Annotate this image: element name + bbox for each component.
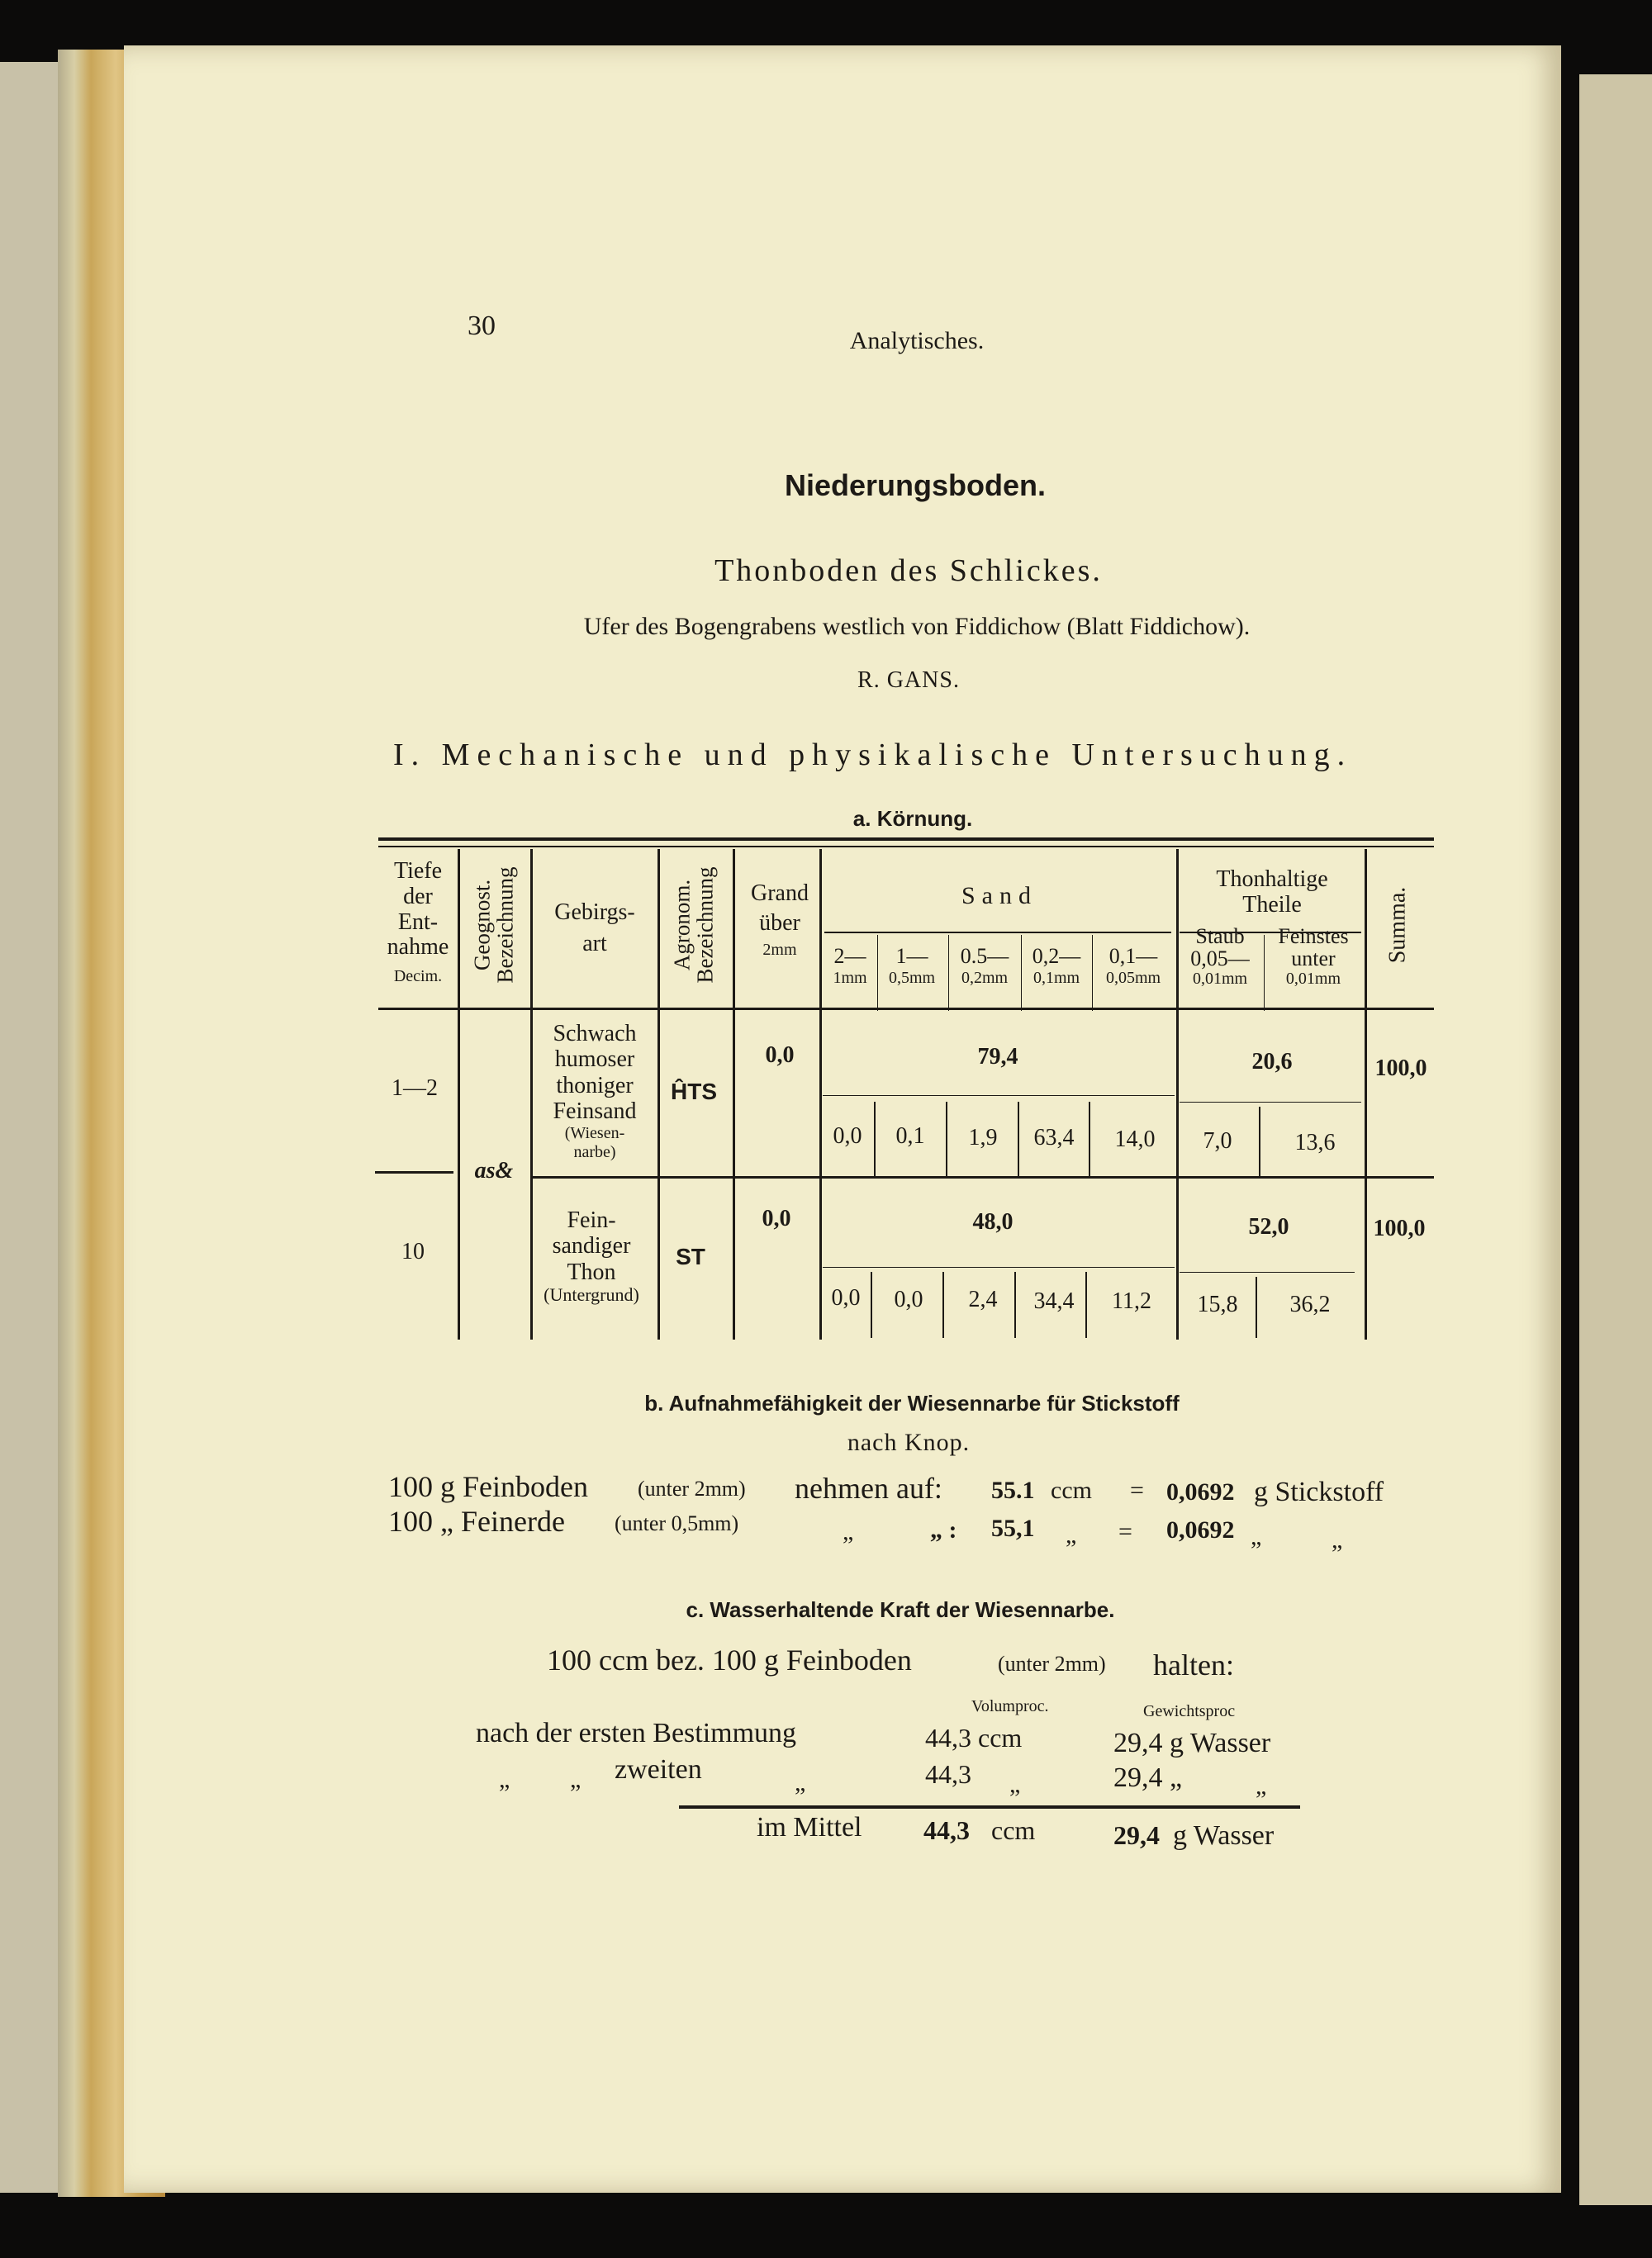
header-agronom: Agronom. Bezeichnung	[669, 866, 718, 984]
row1-sand-5: 14,0	[1114, 1127, 1156, 1152]
row2-feinstes: 36,2	[1289, 1292, 1331, 1317]
row2-cell-line	[1085, 1272, 1087, 1338]
row1-cell-line	[874, 1102, 876, 1176]
row1-cell-line	[1259, 1107, 1260, 1176]
stickstoff-subheading: nach Knop.	[847, 1429, 971, 1456]
row1-sand-3: 1,9	[968, 1125, 998, 1150]
sub-col-line	[1092, 935, 1093, 1011]
header-sand: Sand	[961, 882, 1037, 909]
header-tiefe: Tiefe der Ent- nahme Decim.	[387, 858, 449, 986]
header-gebirgsart: Gebirgs- art	[554, 899, 635, 956]
row1-gebirgsart: Schwach humoser thoniger Feinsand (Wiesen- narbe)	[553, 1021, 637, 1161]
row1-staub: 7,0	[1203, 1128, 1232, 1154]
row2-sand-rule	[823, 1267, 1175, 1268]
col-volumproc: Volumproc.	[971, 1697, 1049, 1715]
row1-thon-rule	[1180, 1102, 1361, 1103]
running-title: Analytisches.	[849, 327, 985, 354]
next-page-edge	[1579, 74, 1652, 2205]
row2-gebirgsart: Fein- sandiger Thon (Untergrund)	[544, 1207, 639, 1306]
page-number: 30	[468, 311, 496, 341]
sand-sub-rule	[824, 932, 1171, 933]
row1-agronom: ĤTS	[671, 1079, 717, 1104]
col-line	[733, 849, 735, 1340]
geognost-value: as&	[474, 1158, 514, 1184]
header-bottom-rule	[378, 1008, 1434, 1010]
row1-sand-total: 79,4	[977, 1044, 1018, 1070]
section-title: Niederungsboden.	[784, 468, 1047, 502]
header-thon: Thonhaltige Theile	[1216, 866, 1328, 918]
row2-summa: 100,0	[1373, 1216, 1426, 1241]
row1-depth: 1—2	[392, 1075, 438, 1101]
stickstoff-heading: b. Aufnahmefähigkeit der Wiesennarbe für Stickstoff	[644, 1391, 1180, 1416]
header-grand: Grand über 2mm	[751, 880, 809, 959]
header-staub: Staub 0,05— 0,01mm	[1190, 924, 1250, 988]
row1-sand-rule	[823, 1095, 1175, 1096]
row2-cell-line	[1256, 1277, 1257, 1338]
author: R. GANS.	[857, 667, 960, 693]
row2-depth: 10	[401, 1239, 425, 1264]
location-line: Ufer des Bogengrabens westlich von Fiddichow (Blatt Fiddichow).	[583, 613, 1251, 640]
header-sand-3: 0.5— 0,2mm	[960, 944, 1009, 987]
col-line	[458, 849, 460, 1340]
row1-summa: 100,0	[1374, 1055, 1427, 1081]
row2-cell-line	[942, 1272, 944, 1338]
header-sand-5: 0,1— 0,05mm	[1105, 944, 1161, 987]
row2-grand: 0,0	[762, 1206, 791, 1231]
row1-feinstes: 13,6	[1294, 1130, 1336, 1155]
header-sand-1: 2— 1mm	[833, 944, 867, 987]
col-line	[530, 849, 533, 1340]
row2-sand-5: 11,2	[1112, 1288, 1151, 1314]
row2-sand-4: 34,4	[1033, 1288, 1075, 1314]
koernung-heading: a. Körnung.	[852, 806, 973, 831]
header-geognost: Geognost. Bezeichnung	[469, 866, 518, 984]
row1-sand-2: 0,1	[895, 1123, 925, 1149]
row-separator	[530, 1176, 1434, 1179]
row2-sand-total: 48,0	[972, 1209, 1014, 1235]
book-page	[124, 45, 1561, 2193]
row2-agronom: ST	[676, 1244, 705, 1269]
row1-thon-total: 20,6	[1251, 1049, 1293, 1074]
row2-sand-3: 2,4	[968, 1287, 998, 1312]
row2-thon-total: 52,0	[1248, 1214, 1289, 1240]
row2-sand-2: 0,0	[894, 1287, 923, 1312]
sub-col-line	[1264, 935, 1265, 1011]
row2-cell-line	[1014, 1272, 1016, 1338]
row1-sand-4: 63,4	[1033, 1125, 1075, 1150]
col-gewichtsproc: Gewichtsproc	[1143, 1702, 1236, 1720]
row1-cell-line	[946, 1102, 947, 1176]
row1-cell-line	[1018, 1102, 1019, 1176]
col-line	[1176, 849, 1179, 1340]
table-top-rule-thin	[378, 846, 1434, 847]
col-line	[657, 849, 660, 1340]
col-line	[819, 849, 822, 1340]
sub-col-line	[948, 935, 949, 1011]
row1-grand: 0,0	[765, 1042, 795, 1068]
table-top-rule-thick	[378, 837, 1434, 841]
part-title: I. Mechanische und physikalische Untersuchung.	[393, 738, 1353, 772]
wasser-heading: c. Wasserhaltende Kraft der Wiesennarbe.	[686, 1597, 1115, 1622]
header-summa: Summa.	[1384, 886, 1411, 964]
header-feinstes: Feinstes unter 0,01mm	[1278, 924, 1349, 988]
sub-col-line	[877, 935, 878, 1011]
row1-cell-line	[1089, 1102, 1090, 1176]
header-sand-2: 1— 0,5mm	[888, 944, 936, 987]
sub-col-line	[1021, 935, 1022, 1011]
row2-staub: 15,8	[1197, 1292, 1238, 1317]
col-line	[1365, 849, 1367, 1340]
row-separator-depth	[375, 1171, 453, 1174]
mean-rule	[679, 1805, 1300, 1809]
row1-sand-1: 0,0	[833, 1123, 862, 1149]
row2-sand-1: 0,0	[831, 1285, 861, 1311]
header-sand-4: 0,2— 0,1mm	[1032, 944, 1081, 987]
soil-title: Thonboden des Schlickes.	[714, 553, 1103, 588]
row2-thon-rule	[1180, 1272, 1355, 1273]
row2-cell-line	[871, 1272, 872, 1338]
